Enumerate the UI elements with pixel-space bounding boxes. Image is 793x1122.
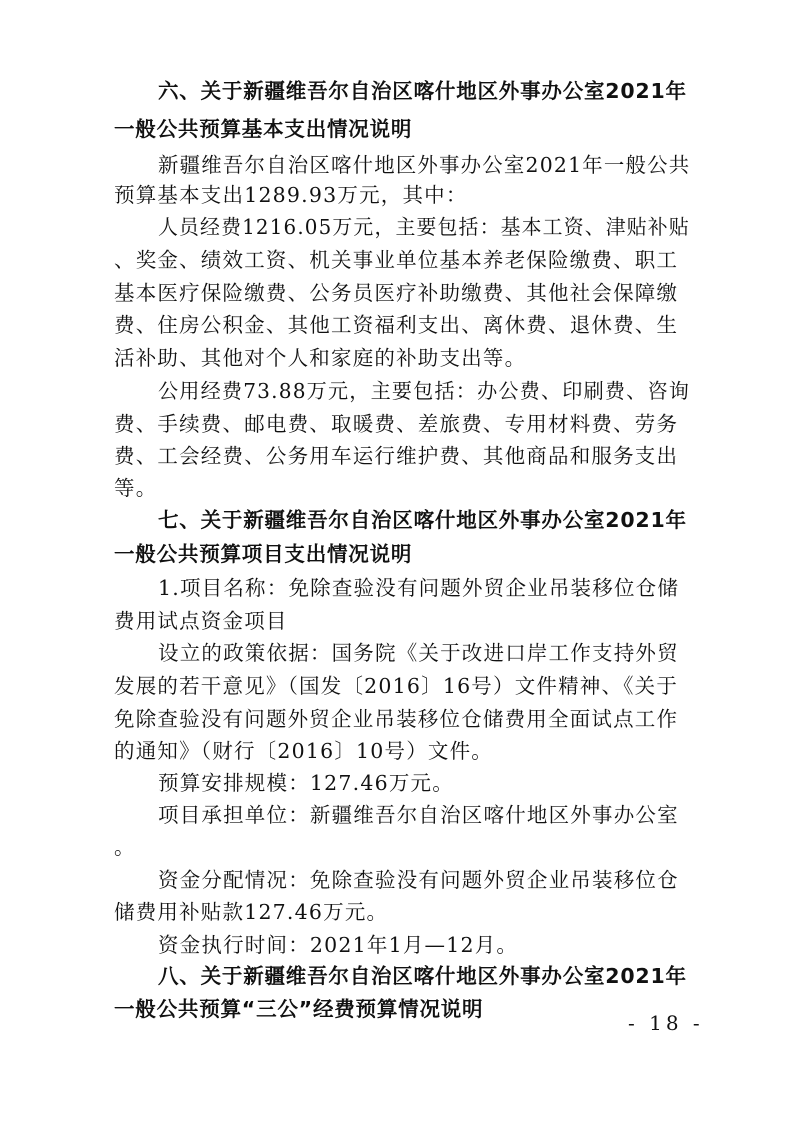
section-8-heading: 八、关于新疆维吾尔自治区喀什地区外事办公室2021年 <box>158 964 687 988</box>
paragraph-line: 设立的政策依据：国务院《关于改进口岸工作支持外贸 <box>158 641 679 665</box>
paragraph-line: 公用经费73.88万元，主要包括：办公费、印刷费、咨询 <box>158 379 691 403</box>
paragraph-line: 活补助、其他对个人和家庭的补助支出等。 <box>114 346 527 370</box>
paragraph-line: 发展的若干意见》（国发〔2016〕16号）文件精神、《关于 <box>114 674 679 698</box>
section-7-heading-cont: 一般公共预算项目支出情况说明 <box>114 542 413 566</box>
paragraph-line: 新疆维吾尔自治区喀什地区外事办公室2021年一般公共 <box>158 153 691 177</box>
paragraph-line: 免除查验没有问题外贸企业吊装移位仓储费用全面试点工作 <box>114 707 679 731</box>
section-7-heading: 七、关于新疆维吾尔自治区喀什地区外事办公室2021年 <box>158 508 687 532</box>
paragraph-line: 预算基本支出1289.93万元，其中： <box>114 183 468 207</box>
paragraph-line: 储费用补贴款127.46万元。 <box>114 900 389 924</box>
page-number: - 18 - <box>628 1011 704 1035</box>
paragraph-line: 费、工会经费、公务用车运行维护费、其他商品和服务支出 <box>114 444 679 468</box>
section-6-heading: 六、关于新疆维吾尔自治区喀什地区外事办公室2021年 <box>158 79 687 103</box>
paragraph-line: 等。 <box>114 476 158 500</box>
paragraph-line: 项目承担单位：新疆维吾尔自治区喀什地区外事办公室 <box>158 803 679 827</box>
paragraph-line: 预算安排规模：127.46万元。 <box>158 771 454 795</box>
paragraph-line: 、奖金、绩效工资、机关事业单位基本养老保险缴费、职工 <box>114 248 679 272</box>
paragraph-line: 。 <box>114 835 136 859</box>
paragraph-line: 费、住房公积金、其他工资福利支出、离休费、退休费、生 <box>114 313 679 337</box>
paragraph-line: 基本医疗保险缴费、公务员医疗补助缴费、其他社会保障缴 <box>114 281 679 305</box>
paragraph-line: 资金分配情况：免除查验没有问题外贸企业吊装移位仓 <box>158 868 679 892</box>
paragraph-line: 的通知》（财行〔2016〕10号）文件。 <box>114 739 494 763</box>
section-6-heading-cont: 一般公共预算基本支出情况说明 <box>114 117 413 141</box>
paragraph-line: 费用试点资金项目 <box>114 609 288 633</box>
paragraph-line: 1.项目名称：免除查验没有问题外贸企业吊装移位仓储 <box>158 576 680 600</box>
paragraph-line: 费、手续费、邮电费、取暖费、差旅费、专用材料费、劳务 <box>114 412 679 436</box>
paragraph-line: 人员经费1216.05万元，主要包括：基本工资、津贴补贴 <box>158 215 690 239</box>
section-8-heading-cont: 一般公共预算“三公”经费预算情况说明 <box>114 997 484 1021</box>
paragraph-line: 资金执行时间：2021年1月—12月。 <box>158 933 519 957</box>
